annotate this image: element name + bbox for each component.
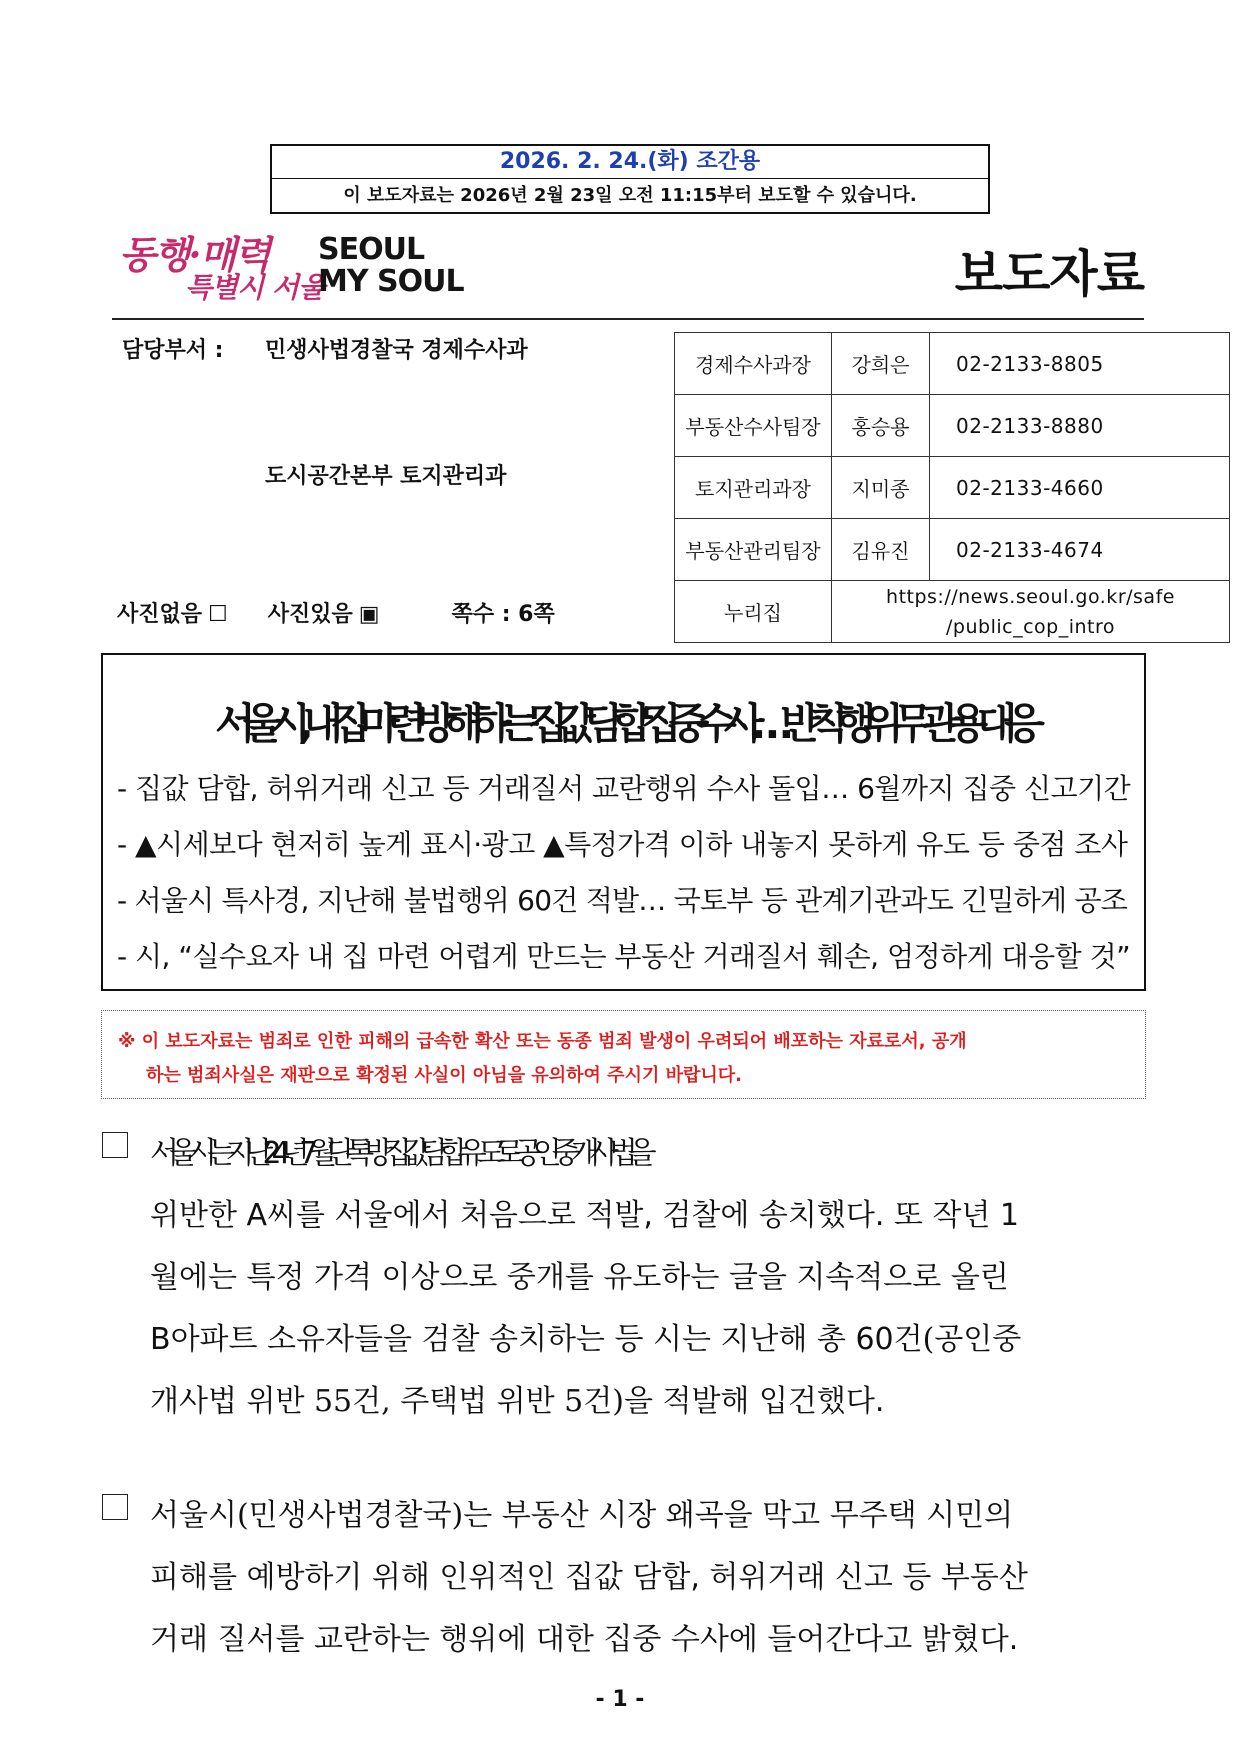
headline: 서울시, 내집 마련 방해하는 '집값 담합' 집중수사…반칙행위 무관용 대응 — [215, 699, 1032, 748]
paragraph-line — [150, 1314, 1021, 1358]
seoul-my-soul-logo — [318, 232, 464, 302]
subhead: - 시, “실수요자 내 집 마련 어렵게 만드는 부동산 거래질서 훼손, 엄정하게 대응할 것” — [117, 940, 1131, 973]
contact-name: 지미종 — [832, 457, 930, 519]
department-1: 민생사법경찰국 경제수사과 — [265, 338, 528, 363]
slogan-line1: 동행·매력 — [119, 232, 270, 277]
paragraph-line: 거래 질서를 교란하는 행위에 대한 집중 수사에 들어간다고 밝혔다. — [150, 1622, 1019, 1657]
page-count: 쪽수 : 6쪽 — [451, 602, 555, 627]
paragraph-text: (공인중 — [922, 1322, 1022, 1357]
paragraph-text: 개사법 위반 55건, 주택법 위반 5건) — [150, 1384, 624, 1419]
slogan-line2: 특별시 서울 — [185, 271, 324, 304]
headline-box — [101, 653, 1146, 991]
department-2: 도시공간본부 토지관리과 — [265, 464, 507, 489]
no-photo-checkbox: ☐ — [208, 602, 228, 627]
paragraph-line — [150, 1376, 884, 1420]
notice-line2: 하는 범죄사실은 재판으로 확정된 사실이 아님을 유의하여 주시기 바랍니다. — [146, 1065, 742, 1086]
seoul-slogan-logo — [115, 220, 324, 312]
paragraph-text: (민생사법경찰국) — [236, 1498, 464, 1533]
embargo-date: 2026. 2. 24.(화) 조간용 — [272, 146, 988, 179]
photo-info — [117, 597, 561, 628]
embargo-box — [270, 144, 990, 214]
paragraph-text: B아파트 소유자들을 검찰 송치하는 등 시는 지난해 총 60건 — [150, 1322, 923, 1357]
header-divider — [112, 318, 1144, 320]
embargo-notice: 이 보도자료는 2026년 2월 23일 오전 11:15부터 보도할 수 있습니다. — [343, 185, 917, 206]
contact-phone: 02-2133-8805 — [930, 333, 1230, 395]
paragraph-line — [150, 1490, 1013, 1534]
contact-name: 홍승용 — [832, 395, 930, 457]
notice-line1: ※ 이 보도자료는 범죄로 인한 피해의 급속한 확산 또는 동종 범죄 발생이 우려되어 배포하는 자료로서, 공개 — [118, 1031, 967, 1052]
paragraph-line: 서울시는 지난 ’24년 7월 ‘단톡방 집값 담합 유도’로 공인중개사법을 — [150, 1136, 647, 1171]
seoul-logo-line1: SEOUL — [318, 232, 425, 267]
website-url[interactable] — [832, 581, 1230, 643]
contact-title: 경제수사과장 — [675, 333, 832, 395]
doc-type-title: 보도자료 — [954, 245, 1144, 303]
contact-row — [675, 333, 1230, 395]
has-photo-checkbox: ▣ — [358, 602, 380, 627]
bullet-box-icon — [102, 1132, 128, 1158]
contact-title: 부동산수사팀장 — [675, 395, 832, 457]
website-row — [675, 581, 1230, 643]
no-photo-label: 사진없음 — [117, 602, 203, 627]
contact-phone: 02-2133-4674 — [930, 519, 1230, 581]
website-label: 누리집 — [675, 581, 832, 643]
paragraph-text: 서울시 — [150, 1498, 237, 1533]
paragraph-line: 월에는 특정 가격 이상으로 중개를 유도하는 글을 지속적으로 올린 — [150, 1260, 1009, 1295]
subhead: - ▲시세보다 현저히 높게 표시·광고 ▲특정가격 이하 내놓지 못하게 유도 등 중점 조사 — [117, 828, 1128, 861]
page-number: - 1 - — [595, 1687, 645, 1712]
crime-disclosure-notice — [101, 1010, 1146, 1099]
paragraph-text: 는 부동산 시장 왜곡을 막고 무주택 시민의 — [463, 1498, 1014, 1533]
paragraph-line: 위반한 A씨를 서울에서 처음으로 적발, 검찰에 송치했다. 또 작년 1 — [150, 1198, 1020, 1233]
contact-row — [675, 519, 1230, 581]
contact-phone: 02-2133-8880 — [930, 395, 1230, 457]
subhead: - 집값 담합, 허위거래 신고 등 거래질서 교란행위 수사 돌입… 6월까지 집중 신고기간 — [117, 772, 1131, 805]
bullet-box-icon — [102, 1494, 128, 1520]
paragraph-text: 을 적발해 입건했다. — [623, 1384, 885, 1419]
has-photo-label: 사진있음 — [267, 602, 353, 627]
website-url-line1[interactable]: https://news.seoul.go.kr/safe — [886, 585, 1175, 608]
seoul-logo-line2: MY SOUL — [318, 264, 464, 299]
contacts-table — [674, 332, 1230, 643]
contact-title: 부동산관리팀장 — [675, 519, 832, 581]
paragraph-line: 피해를 예방하기 위해 인위적인 집값 담합, 허위거래 신고 등 부동산 — [150, 1560, 1028, 1595]
contact-row — [675, 395, 1230, 457]
subhead: - 서울시 특사경, 지난해 불법행위 60건 적발… 국토부 등 관계기관과도 긴밀하게 공조 — [117, 884, 1128, 917]
contact-phone: 02-2133-4660 — [930, 457, 1230, 519]
department-label: 담당부서 : — [122, 338, 224, 363]
contact-title: 토지관리과장 — [675, 457, 832, 519]
contact-row — [675, 457, 1230, 519]
website-url-line2[interactable]: /public_cop_intro — [946, 615, 1115, 638]
contact-name: 강희은 — [832, 333, 930, 395]
contact-name: 김유진 — [832, 519, 930, 581]
